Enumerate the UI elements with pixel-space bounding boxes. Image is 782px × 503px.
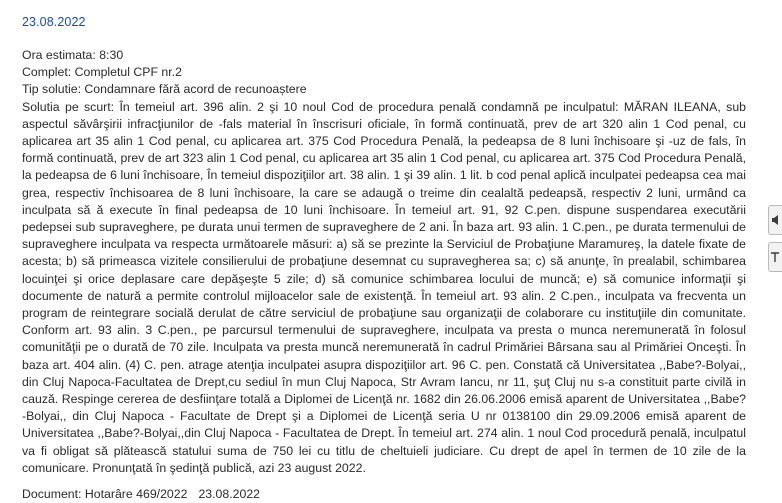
document-footer-type: Hotarâre [84, 487, 133, 502]
document-footer-date: 23.08.2022 [198, 487, 260, 502]
document-footer-label: Document: [22, 487, 82, 502]
solution-summary-text: Solutia pe scurt: În temeiul art. 396 alin. 2 şi 10 noul Cod de procedura penală condamnă pe inculpatul: MĂRAN ILEANA, sub aspectul săvârşirii infracţiunilor de -fals material în înscrisuri oficiale, în formă continuată, prev de art 320 alin 1 Cod penal, cu aplicarea art 35 alin 1 Cod penal, cu aplicarea art. 375 Cod Procedura Penală, la pedeapsa de 8 luni închisoare şi -uz de fals, în formă continuată, prev de art 323 alin 1 Cod penal, cu aplicarea art 35 alin 1 Cod penal, cu aplicarea art. 375 Cod Procedura Penală, la pedeapsa de 6 luni închisoare, În temeiul dispoziţiilor art. 38 alin. 1 şi 39 alin. 1 lit. b cod penal aplică inculpatei pedeapsa cea mai grea, respectiv închisoarea de 8 luni închisoare, la care se adaugă o treime din cealaltă pedeapsă, respectiv 2 luni, urmând ca inculpata să ă execute în final pedeapsa de 10 luni închisoare. În temeiul art. 91, 92 C.pen. dispune suspendarea executării pedepsei sub supraveghere, pe durata unui termen de supraveghere de 2 ani. În baza art. 93 alin. 1 C.pen., pe durata termenului de supraveghere inculpata va respecta următoarele măsuri: a) să se prezinte la Serviciul de Probaţiune Maramureş, la datele fixate de acesta; b) să primeasca vizitele consilierului de probaţiune desemnat cu supravegherea sa; c) să anunţe, în prealabil, schimbarea locuinţei şi orice deplasare care depăşeşte 5 zile; d) să comunice schimbarea locului de muncă; e) să comunice informaţii şi documente de natură a permite controlul mijloacelor sale de existenţă. În temeiul art. 93 alin. 2 C.pen., inculpata va frecventa un program de reintegrare socială derulat de către serviciul de probaţiune sau organizaţii de colaborare cu instituţiile din comunitate. Conform art. 93 alin. 3 C.pen., pe parcursul termenului de supraveghere, inculpata va presta o munca neremunerată în folosul comunităţii pe o durată de 70 zile. Inculpata va presta muncă neremunerată în cadrul Primăriei Bârsana sau al Primăriei Onceşti. În baza art. 404 alin. (4) C. pen. atrage atenţia inculpatei asupra dispoziţiilor art. 96 C. pen. Constată că Universitatea ,,Babe?-Bolyai,, din Cluj Napoca-Facultatea de Drept,cu sediul în mun Cluj Napoca, Str Avram Iancu, nr 11, şuţ Cluj nu s-a constituit parte civilă in cauză. Respinge cererea de desfiinţare totală a Diplomei de Licenţă nr. 1682 din 26.06.2006 emisă aparent de Universitatea ,,Babe?-Bolyai,, din Cluj Napoca - Facultate de Drept şi a Diplomei de Licenţă seria U nr 0138100 din 29.09.2006 emisă aparent de Universitatea ,,Babe?-Bolyai,,din Cluj Napoca - Facultatea de Drept. În temeiul art. 274 alin. 1 noul Cod procedură penală, inculpatul va fi obligat să plătească statului suma de 750 lei cu titlu de cheltuieli judiciare. Cu drept de apel în termen de 10 zile de la comunicare. Pronunţată în şedinţă publică, azi 23 august 2022. [22, 99, 746, 475]
meta-line-solution-type: Tip solutie: Condamnare fără acord de recunoaștere [22, 82, 307, 97]
text-size-icon[interactable] [768, 242, 782, 272]
speaker-icon[interactable] [768, 205, 782, 235]
meta-line-estimated-time: Ora estimata: 8:30 [22, 48, 124, 62]
meta-line-panel: Complet: Completul CPF nr.2 [22, 65, 182, 80]
document-date-header: 23.08.2022 [22, 15, 86, 29]
document-footer-number: 469/2022 [136, 487, 188, 502]
edge-floating-toolbar[interactable] [768, 205, 782, 272]
